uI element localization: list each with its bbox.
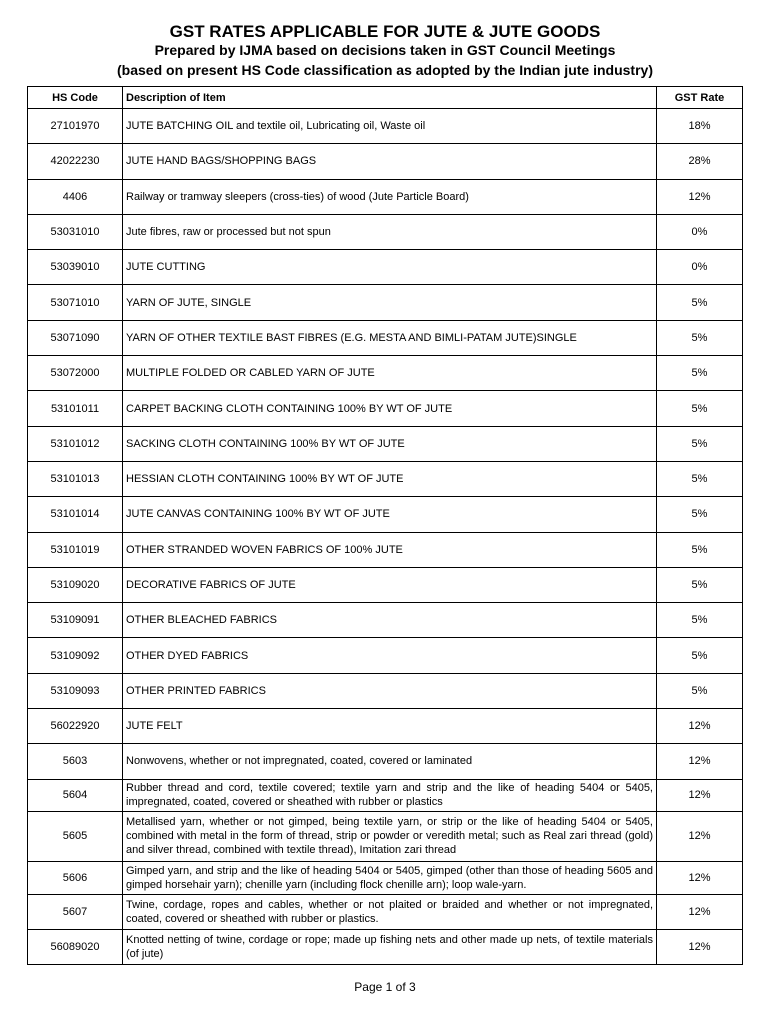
gst-rate-cell: 5% <box>657 356 743 391</box>
hs-code-cell: 42022230 <box>28 144 123 179</box>
gst-rate-cell: 0% <box>657 214 743 249</box>
hs-code-cell: 53101012 <box>28 426 123 461</box>
gst-rate-cell: 12% <box>657 861 743 894</box>
hs-code-cell: 56022920 <box>28 709 123 744</box>
gst-rate-cell: 12% <box>657 894 743 929</box>
hs-code-cell: 53072000 <box>28 356 123 391</box>
column-header-description: Description of Item <box>123 87 657 109</box>
table-row <box>28 861 743 894</box>
hs-code-cell: 53031010 <box>28 214 123 249</box>
description-cell: Twine, cordage, ropes and cables, whether or not plaited or braided and whether or not impregnated, coated, covered or sheathed with rubber or plastics. <box>123 894 657 929</box>
description-cell: OTHER PRINTED FABRICS <box>123 673 657 708</box>
table-row <box>28 894 743 929</box>
document-note: (based on present HS Code classification as adopted by the Indian jute industry) <box>117 62 653 78</box>
hs-code-cell: 5605 <box>28 811 123 861</box>
gst-rate-cell: 28% <box>657 144 743 179</box>
gst-rate-cell: 12% <box>657 811 743 861</box>
table-row <box>28 744 743 779</box>
description-cell: JUTE BATCHING OIL and textile oil, Lubricating oil, Waste oil <box>123 109 657 144</box>
gst-rate-cell: 12% <box>657 929 743 964</box>
description-cell: JUTE FELT <box>123 709 657 744</box>
gst-rate-cell: 5% <box>657 532 743 567</box>
table-row <box>28 567 743 602</box>
description-cell: CARPET BACKING CLOTH CONTAINING 100% BY WT OF JUTE <box>123 391 657 426</box>
table-row <box>28 320 743 355</box>
column-header-gst-rate: GST Rate <box>657 87 743 109</box>
description-cell: Knotted netting of twine, cordage or rope; made up fishing nets and other made up nets, of textile materials (of jute) <box>123 929 657 964</box>
description-cell: JUTE CUTTING <box>123 250 657 285</box>
gst-rate-cell: 5% <box>657 320 743 355</box>
table-row <box>28 179 743 214</box>
hs-code-cell: 27101970 <box>28 109 123 144</box>
description-cell: YARN OF JUTE, SINGLE <box>123 285 657 320</box>
gst-rate-cell: 5% <box>657 285 743 320</box>
gst-rate-cell: 12% <box>657 744 743 779</box>
table-row <box>28 779 743 811</box>
description-cell: OTHER STRANDED WOVEN FABRICS OF 100% JUTE <box>123 532 657 567</box>
gst-rate-cell: 5% <box>657 391 743 426</box>
description-cell: Jute fibres, raw or processed but not spun <box>123 214 657 249</box>
hs-code-cell: 53109091 <box>28 603 123 638</box>
table-row <box>28 109 743 144</box>
description-cell: HESSIAN CLOTH CONTAINING 100% BY WT OF JUTE <box>123 461 657 496</box>
table-header-row <box>28 87 743 109</box>
column-header-hs-code: HS Code <box>28 87 123 109</box>
gst-rate-cell: 5% <box>657 497 743 532</box>
description-cell: MULTIPLE FOLDED OR CABLED YARN OF JUTE <box>123 356 657 391</box>
description-cell: Metallised yarn, whether or not gimped, being textile yarn, or strip or the like of heading 5404 or 5405, combined with metal in the form of thread, strip or powder or veredith metal; such as Real zari thread (gold) and silver thread, combined with textile thread), Imitation zari thread <box>123 811 657 861</box>
table-row <box>28 673 743 708</box>
description-cell: OTHER DYED FABRICS <box>123 638 657 673</box>
gst-rate-cell: 5% <box>657 603 743 638</box>
gst-rates-table <box>27 86 743 965</box>
hs-code-cell: 4406 <box>28 179 123 214</box>
table-row <box>28 709 743 744</box>
description-cell: JUTE CANVAS CONTAINING 100% BY WT OF JUTE <box>123 497 657 532</box>
table-row <box>28 603 743 638</box>
gst-rate-cell: 12% <box>657 779 743 811</box>
gst-rate-cell: 5% <box>657 673 743 708</box>
table-row <box>28 532 743 567</box>
table-row <box>28 811 743 861</box>
hs-code-cell: 53101013 <box>28 461 123 496</box>
gst-rate-cell: 5% <box>657 461 743 496</box>
hs-code-cell: 5603 <box>28 744 123 779</box>
page-number: Page 1 of 3 <box>354 980 416 994</box>
table-row <box>28 426 743 461</box>
description-cell: SACKING CLOTH CONTAINING 100% BY WT OF JUTE <box>123 426 657 461</box>
description-cell: Nonwovens, whether or not impregnated, coated, covered or laminated <box>123 744 657 779</box>
gst-rate-cell: 0% <box>657 250 743 285</box>
hs-code-cell: 53071010 <box>28 285 123 320</box>
hs-code-cell: 53101019 <box>28 532 123 567</box>
hs-code-cell: 56089020 <box>28 929 123 964</box>
document-title: GST RATES APPLICABLE FOR JUTE & JUTE GOODS <box>169 22 601 41</box>
table-row <box>28 356 743 391</box>
description-cell: Gimped yarn, and strip and the like of heading 5404 or 5405, gimped (other than those of heading 5605 and gimped horsehair yarn); chenille yarn (including flock chenille arn); loop wale-yarn. <box>123 861 657 894</box>
table-row <box>28 391 743 426</box>
gst-rate-cell: 12% <box>657 179 743 214</box>
hs-code-cell: 5604 <box>28 779 123 811</box>
hs-code-cell: 53109093 <box>28 673 123 708</box>
table-row <box>28 285 743 320</box>
hs-code-cell: 5607 <box>28 894 123 929</box>
description-cell: Railway or tramway sleepers (cross-ties) of wood (Jute Particle Board) <box>123 179 657 214</box>
hs-code-cell: 53109092 <box>28 638 123 673</box>
table-row <box>28 497 743 532</box>
hs-code-cell: 5606 <box>28 861 123 894</box>
hs-code-cell: 53039010 <box>28 250 123 285</box>
table-row <box>28 250 743 285</box>
hs-code-cell: 53109020 <box>28 567 123 602</box>
description-cell: OTHER BLEACHED FABRICS <box>123 603 657 638</box>
hs-code-cell: 53101014 <box>28 497 123 532</box>
table-row <box>28 638 743 673</box>
table-row <box>28 214 743 249</box>
gst-rate-cell: 5% <box>657 638 743 673</box>
table-row <box>28 929 743 964</box>
table-row <box>28 461 743 496</box>
hs-code-cell: 53071090 <box>28 320 123 355</box>
description-cell: Rubber thread and cord, textile covered; textile yarn and strip and the like of heading 5404 or 5405, impregnated, coated, covered or sheathed with rubber or plastics <box>123 779 657 811</box>
gst-rate-cell: 12% <box>657 709 743 744</box>
hs-code-cell: 53101011 <box>28 391 123 426</box>
description-cell: JUTE HAND BAGS/SHOPPING BAGS <box>123 144 657 179</box>
description-cell: YARN OF OTHER TEXTILE BAST FIBRES (E.G. MESTA AND BIMLI-PATAM JUTE)SINGLE <box>123 320 657 355</box>
document-subtitle: Prepared by IJMA based on decisions taken in GST Council Meetings <box>154 42 616 58</box>
gst-rate-cell: 5% <box>657 426 743 461</box>
gst-rate-cell: 18% <box>657 109 743 144</box>
description-cell: DECORATIVE FABRICS OF JUTE <box>123 567 657 602</box>
gst-rate-cell: 5% <box>657 567 743 602</box>
table-row <box>28 144 743 179</box>
